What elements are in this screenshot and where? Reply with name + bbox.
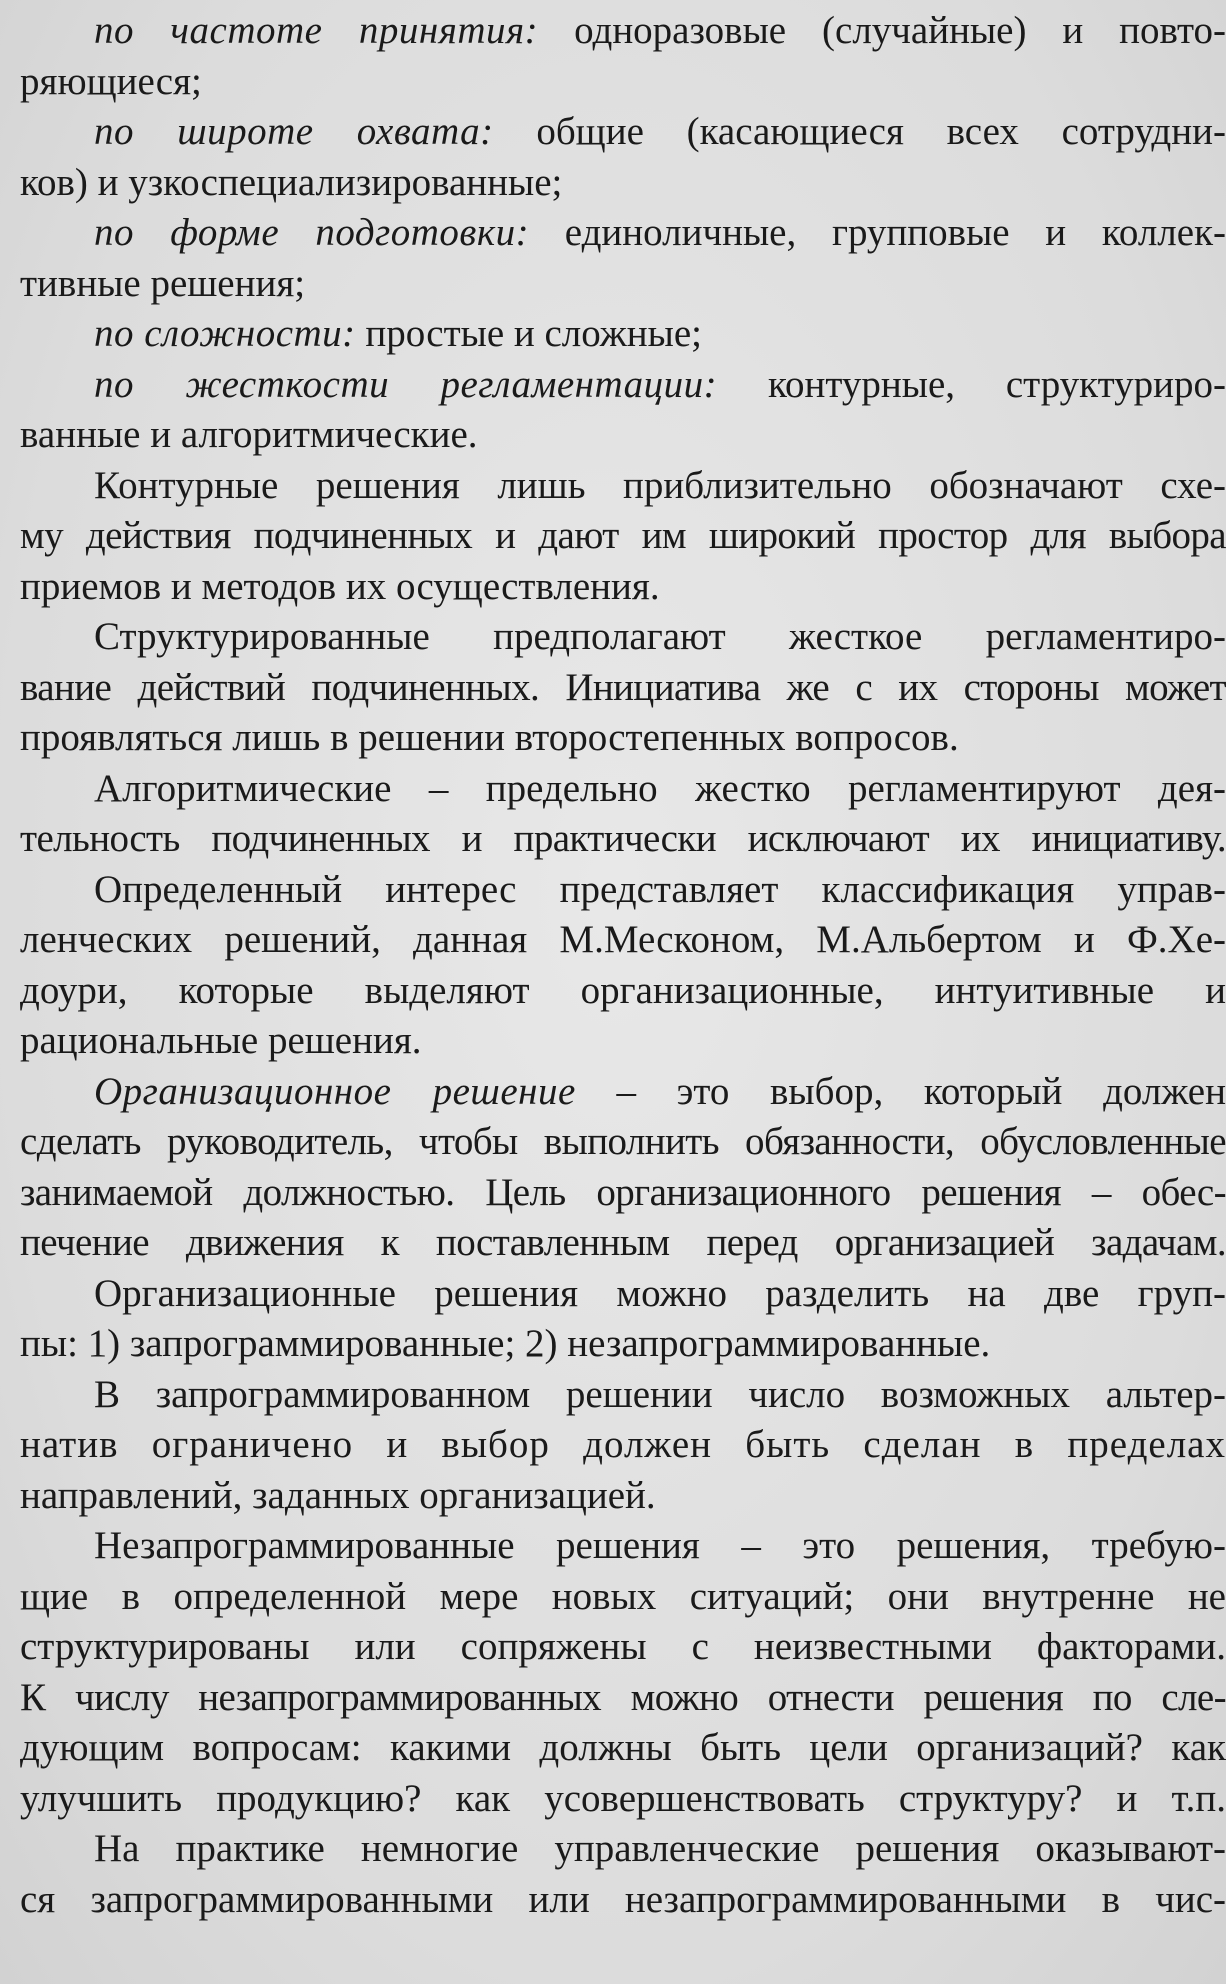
paragraph [0, 360, 1226, 461]
line-text: печение движения к поставленным перед организацией задачам. [20, 1221, 1226, 1264]
text-line [0, 1067, 1226, 1118]
line-text: вание действий подчиненных. Инициатива же с их стороны может [20, 665, 1226, 709]
line-text: му действия подчиненных и дают им широкий простор для выбора [20, 514, 1226, 557]
text-line [0, 1572, 1226, 1623]
line-text: Незапрограммированные решения – это решения, требую- [94, 1524, 1226, 1567]
text-line [0, 1016, 1226, 1067]
paragraph [0, 1370, 1226, 1522]
line-text: общие (касающиеся всех сотрудни- [493, 110, 1226, 153]
text-line [0, 1117, 1226, 1168]
text-line [0, 309, 1226, 360]
line-text: доури, которые выделяют организационные, интуитивные и [20, 968, 1226, 1012]
text-line [0, 1824, 1226, 1875]
line-text: направлений, заданных организацией. [20, 1473, 656, 1517]
paragraph [0, 764, 1226, 865]
line-text: рациональные решения. [20, 1019, 422, 1062]
text-line [0, 612, 1226, 663]
paragraph [0, 6, 1226, 107]
italic-term: по жесткости регламентации: [94, 362, 718, 406]
line-text: проявляться лишь в решении второстепенных вопросов. [20, 716, 959, 759]
text-line [0, 713, 1226, 764]
text-line [0, 966, 1226, 1017]
line-text: ряющиеся; [20, 59, 202, 103]
line-text: ков) и узкоспециализированные; [20, 160, 563, 204]
text-line [0, 1521, 1226, 1572]
line-text: щие в определенной мере новых ситуаций; они внутренне не [20, 1574, 1226, 1618]
line-text: тельность подчиненных и практически исключают их инициативу. [20, 817, 1226, 860]
line-text: тивные решения; [20, 261, 306, 305]
italic-term: по частоте принятия: [94, 9, 539, 52]
line-text: улучшить продукцию? как усовершенствовать структуру? и т.п. [20, 1776, 1226, 1820]
text-line [0, 1319, 1226, 1370]
italic-term: по сложности: [94, 312, 356, 355]
paragraph [0, 208, 1226, 309]
text-line [0, 360, 1226, 411]
line-text: сделать руководитель, чтобы выполнить обязанности, обусловленные [20, 1120, 1226, 1163]
text-line [0, 1622, 1226, 1673]
line-text: Определенный интерес представляет классификация управ- [94, 867, 1226, 911]
text-line [0, 915, 1226, 966]
text-line [0, 511, 1226, 562]
line-text: простые и сложные; [355, 312, 702, 355]
line-text: натив ограничено и выбор должен быть сделан в пределах [20, 1423, 1226, 1466]
text-line [0, 562, 1226, 613]
line-text: дующим вопросам: какими должны быть цели организаций? как [20, 1726, 1226, 1769]
paragraph [0, 1067, 1226, 1269]
text-line [0, 6, 1226, 57]
line-text: Организационные решения можно разделить на две груп- [94, 1271, 1226, 1315]
line-text: пы: 1) запрограммированные; 2) незапрограммированные. [20, 1322, 991, 1365]
text-line [0, 1218, 1226, 1269]
text-line [0, 1471, 1226, 1522]
text-line [0, 1673, 1226, 1724]
line-text: занимаемой должностью. Цель организационного решения – обес- [20, 1170, 1226, 1214]
paragraph [0, 1824, 1226, 1925]
text-line [0, 1774, 1226, 1825]
paragraph [0, 461, 1226, 613]
text-line [0, 410, 1226, 461]
line-text: одноразовые (случайные) и повто- [538, 9, 1226, 52]
line-text: контурные, структуриро- [717, 362, 1226, 406]
italic-term: по форме подготовки: [94, 211, 530, 254]
paragraph [0, 309, 1226, 360]
text-line [0, 1168, 1226, 1219]
line-text: К числу незапрограммированных можно отнести решения по сле- [20, 1675, 1226, 1719]
line-text: ванные и алгоритмические. [20, 413, 478, 456]
text-line [0, 208, 1226, 259]
text-line [0, 107, 1226, 158]
paragraph [0, 612, 1226, 764]
line-text: – это выбор, который должен [575, 1069, 1226, 1113]
text-line [0, 663, 1226, 714]
line-text: ленческих решений, данная М.Месконом, М.Альбертом и Ф.Хе- [20, 918, 1226, 961]
text-line [0, 764, 1226, 815]
line-text: На практике немногие управленческие решения оказывают- [94, 1827, 1226, 1870]
text-line [0, 1370, 1226, 1421]
text-line [0, 461, 1226, 512]
line-text: ся запрограммированными или незапрограммированными в чис- [20, 1877, 1226, 1921]
paragraph [0, 1269, 1226, 1370]
text-line [0, 1723, 1226, 1774]
italic-term: Организационное решение [94, 1069, 576, 1113]
line-text: Контурные решения лишь приблизительно обозначают схе- [94, 463, 1226, 507]
line-text: единоличные, групповые и коллек- [529, 211, 1226, 254]
text-line [0, 1875, 1226, 1926]
text-line [0, 57, 1226, 108]
text-line [0, 814, 1226, 865]
line-text: В запрограммированном решении число возможных альтер- [94, 1372, 1226, 1416]
paragraph [0, 865, 1226, 1067]
text-line [0, 1269, 1226, 1320]
text-line [0, 865, 1226, 916]
paragraph [0, 107, 1226, 208]
line-text: приемов и методов их осуществления. [20, 564, 660, 608]
line-text: структурированы или сопряжены с неизвестными факторами. [20, 1625, 1226, 1668]
paragraph [0, 1521, 1226, 1824]
italic-term: по широте охвата: [94, 110, 494, 153]
line-text: Структурированные предполагают жесткое регламентиро- [94, 615, 1226, 658]
text-line [0, 1420, 1226, 1471]
line-text: Алгоритмические – предельно жестко регламентируют дея- [94, 766, 1226, 810]
text-line [0, 158, 1226, 209]
text-line [0, 259, 1226, 310]
